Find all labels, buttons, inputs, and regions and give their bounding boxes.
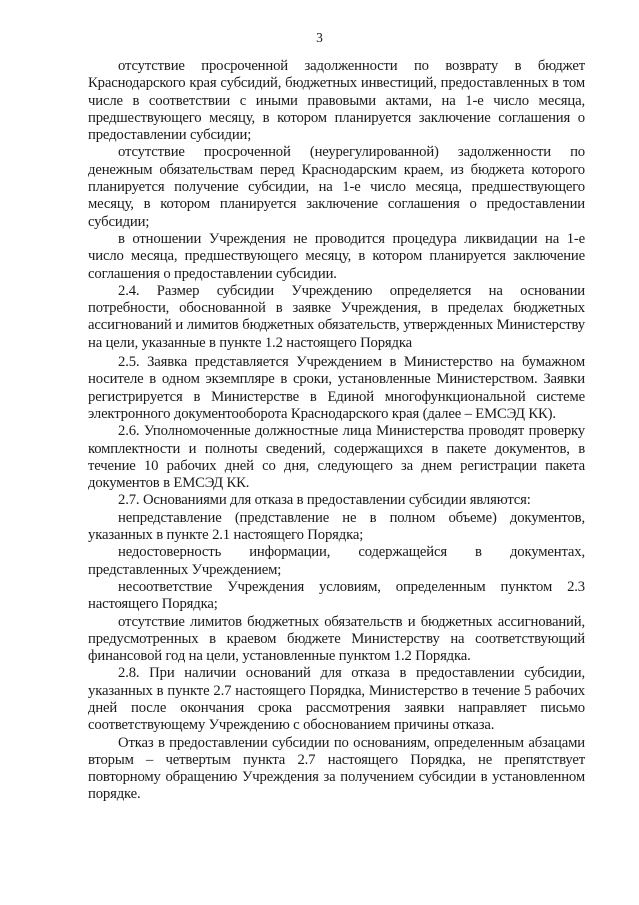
- document-body: [88, 58, 585, 804]
- paragraph-2-6-document-check: 2.6. Уполномоченные должностные лица Министерства проводят проверку комплектности и полноты сведений, содержащихся в пакете документов, в течение 10 рабочих дней со дня, следующего за днем регистрации пакета документов в ЕМСЭД КК.: [88, 423, 585, 492]
- page-number: 3: [316, 30, 323, 45]
- list-item-no-budget-limits: отсутствие лимитов бюджетных обязательств и бюджетных ассигнований, предусмотренных в краевом бюджете Министерству на соответствующий финансовой год на цели, установленные пунктом 1.2 Порядка.: [88, 613, 585, 665]
- paragraph-2-4-subsidy-amount: 2.4. Размер субсидии Учреждению определяется на основании потребности, обоснованной в заявке Учреждения, в пределах бюджетных ассигнований и лимитов бюджетных обязательств, утвержденных Министерству на цели, указанные в пункте 1.2 настоящего Порядка: [88, 282, 585, 351]
- paragraph-2-8-refusal-notice: 2.8. При наличии оснований для отказа в предоставлении субсидии, указанных в пункте 2.7 настоящего Порядка, Министерство в течение 5 рабочих дней после окончания срока рассмотрения заявки направляет письмо соответствующему Учреждению с обоснованием причины отказа.: [88, 665, 585, 734]
- paragraph-reapplication: Отказ в предоставлении субсидии по основаниям, определенным абзацами вторым – четвертым пункта 2.7 настоящего Порядка, не препятствует повторному обращению Учреждения за получением субсидии в установленном порядке.: [88, 734, 585, 803]
- list-item-non-submission: непредставление (представление не в полном объеме) документов, указанных в пункте 2.1 настоящего Порядка;: [88, 509, 585, 544]
- paragraph-no-overdue-monetary-obligations: отсутствие просроченной (неурегулированной) задолженности по денежным обязательствам перед Краснодарским краем, из бюджета которого планируется получение субсидии, на 1-е число месяца, предшествующего месяцу, в котором планируется заключение соглашения о предоставлении субсидии;: [88, 144, 585, 230]
- list-item-unreliable-information: недостоверность информации, содержащейся в документах, представленных Учреждением;: [88, 544, 585, 578]
- paragraph-no-overdue-debt-repayment: отсутствие просроченной задолженности по возврату в бюджет Краснодарского края субсидий, бюджетных инвестиций, предоставленных в том числе в соответствии с иными правовыми актами, на 1-е число месяца, предшествующего месяцу, в котором планируется заключение соглашения о предоставлении субсидии;: [88, 58, 585, 144]
- paragraph-2-5-application-submission: 2.5. Заявка представляется Учреждением в Министерство на бумажном носителе в одном экземпляре в сроки, установленные Министерством. Заявки регистрируется в Министерстве в Единой многофункциональной системе электронного документооборота Краснодарского края (далее – ЕМСЭД КК).: [88, 354, 585, 422]
- paragraph-2-7-refusal-grounds: 2.7. Основаниями для отказа в предоставлении субсидии являются:: [118, 492, 531, 509]
- paragraph-no-liquidation: в отношении Учреждения не проводится процедура ликвидации на 1-е число месяца, предшествующего месяцу, в котором планируется заключение соглашения о предоставлении субсидии.: [88, 230, 585, 282]
- list-item-non-compliance: несоответствие Учреждения условиям, определенным пунктом 2.3 настоящего Порядка;: [88, 578, 585, 613]
